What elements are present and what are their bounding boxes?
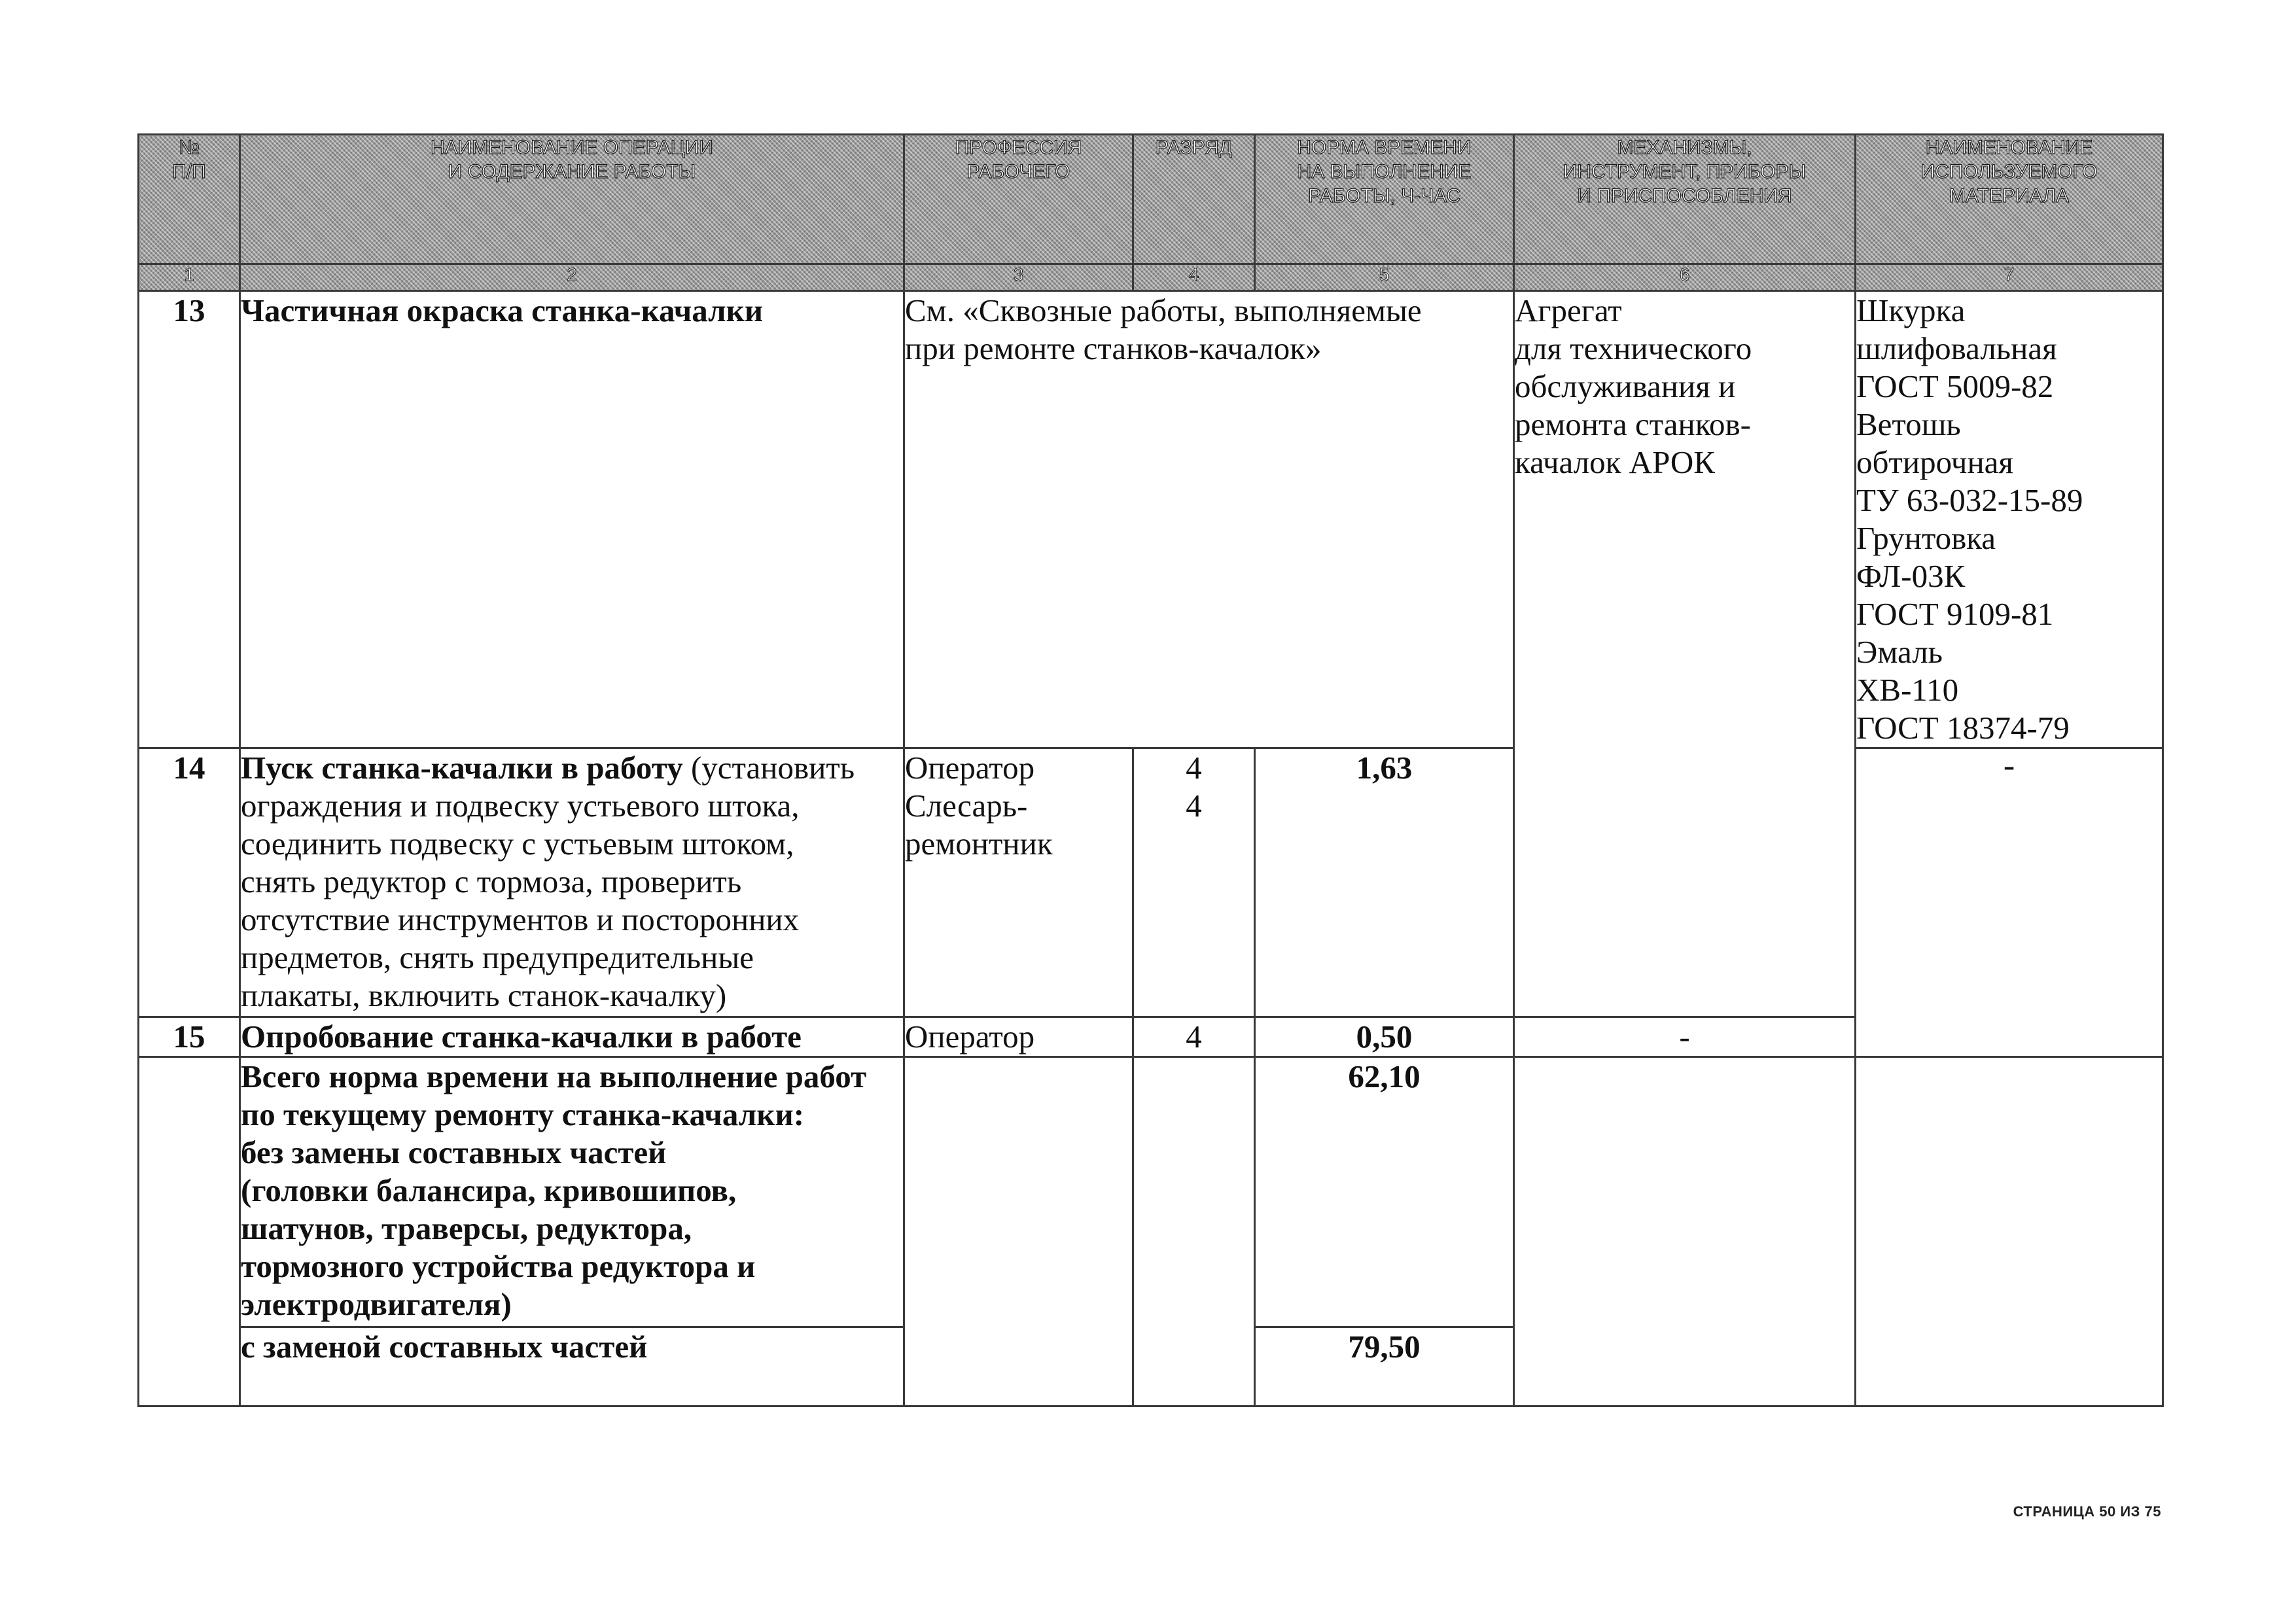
operation-name: Пуск станка-качалки в работу (установить ограждения и подвеску устьевого штока, соединить подвеску с устьевым штоком, снять редуктор с тормоза, проверить отсутствие инструментов и посторонних предметов, снять предупредительные плакаты, включить станок-качалку) bbox=[240, 748, 904, 1017]
norm-cell: 1,63 bbox=[1255, 748, 1514, 1017]
column-number: 6 bbox=[1514, 264, 1856, 291]
norm-cell: 0,50 bbox=[1255, 1017, 1514, 1057]
page-number: СТРАНИЦА 50 ИЗ 75 bbox=[2013, 1503, 2161, 1520]
operation-title: Пуск станка-качалки в работу bbox=[241, 750, 683, 786]
column-number: 5 bbox=[1255, 264, 1514, 291]
header-norm: НОРМА ВРЕМЕНИ НА ВЫПОЛНЕНИЕ РАБОТЫ, Ч-ЧАС bbox=[1255, 135, 1514, 264]
mechanisms-cell: - bbox=[1514, 1017, 1856, 1057]
header-profession: ПРОФЕССИЯ РАБОЧЕГО bbox=[904, 135, 1133, 264]
table-row bbox=[139, 1057, 2163, 1327]
column-number: 7 bbox=[1856, 264, 2163, 291]
header-num: № П/П bbox=[139, 135, 240, 264]
total-norm-without: 62,10 bbox=[1255, 1057, 1514, 1327]
table-row bbox=[139, 291, 2163, 748]
row-number: 14 bbox=[139, 748, 240, 1017]
operation-name: Частичная окраска станка-качалки bbox=[240, 291, 904, 748]
material-cell bbox=[1856, 748, 2163, 1057]
rank-cell: 4 bbox=[1133, 1017, 1255, 1057]
row-number bbox=[139, 1057, 240, 1406]
rank-cell bbox=[1133, 1057, 1255, 1406]
materials-cell: Шкурка шлифовальная ГОСТ 5009-82 Ветошь обтирочная ТУ 63-032-15-89 Грунтовка ФЛ-03К ГОСТ 9109-81 Эмаль ХВ-110 ГОСТ 18374-79 bbox=[1856, 291, 2163, 748]
column-number: 4 bbox=[1133, 264, 1255, 291]
profession-cell: Оператор bbox=[904, 1017, 1133, 1057]
profession-cell: Оператор Слесарь- ремонтник bbox=[904, 748, 1133, 1017]
with-replacement-label: с заменой составных частей bbox=[240, 1327, 904, 1406]
norms-table bbox=[137, 133, 2164, 1407]
rank-cell: 4 4 bbox=[1133, 748, 1255, 1017]
profession-cell bbox=[904, 1057, 1133, 1406]
mechanisms-cell: Агрегат для технического обслуживания и ремонта станков- качалок АРОК bbox=[1514, 291, 1856, 1017]
material-cell bbox=[1856, 1057, 2163, 1406]
row-number: 13 bbox=[139, 291, 240, 748]
header-rank: РАЗРЯД bbox=[1133, 135, 1255, 264]
column-number: 1 bbox=[139, 264, 240, 291]
column-number: 2 bbox=[240, 264, 904, 291]
column-number: 3 bbox=[904, 264, 1133, 291]
operation-name: Опробование станка-качалки в работе bbox=[240, 1017, 904, 1057]
total-norm-with: 79,50 bbox=[1255, 1327, 1514, 1406]
see-reference: См. «Сквозные работы, выполняемые при ремонте станков-качалок» bbox=[904, 291, 1514, 748]
total-label: Всего норма времени на выполнение работ по текущему ремонту станка-качалки: без замены составных частей (головки балансира, кривошипов, шатунов, траверсы, редуктора, тормозного устройства редуктора и электродвигателя) bbox=[240, 1057, 904, 1327]
row-number: 15 bbox=[139, 1017, 240, 1057]
header-material: НАИМЕНОВАНИЕ ИСПОЛЬЗУЕМОГО МАТЕРИАЛА bbox=[1856, 135, 2163, 264]
material-dash: - bbox=[2003, 747, 2015, 784]
header-mechanisms: МЕХАНИЗМЫ, ИНСТРУМЕНТ, ПРИБОРЫ И ПРИСПОСОБЛЕНИЯ bbox=[1514, 135, 1856, 264]
table-row bbox=[139, 748, 2163, 1017]
header-operation: НАИМЕНОВАНИЕ ОПЕРАЦИИ И СОДЕРЖАНИЕ РАБОТЫ bbox=[240, 135, 904, 264]
mechanisms-cell bbox=[1514, 1057, 1856, 1406]
